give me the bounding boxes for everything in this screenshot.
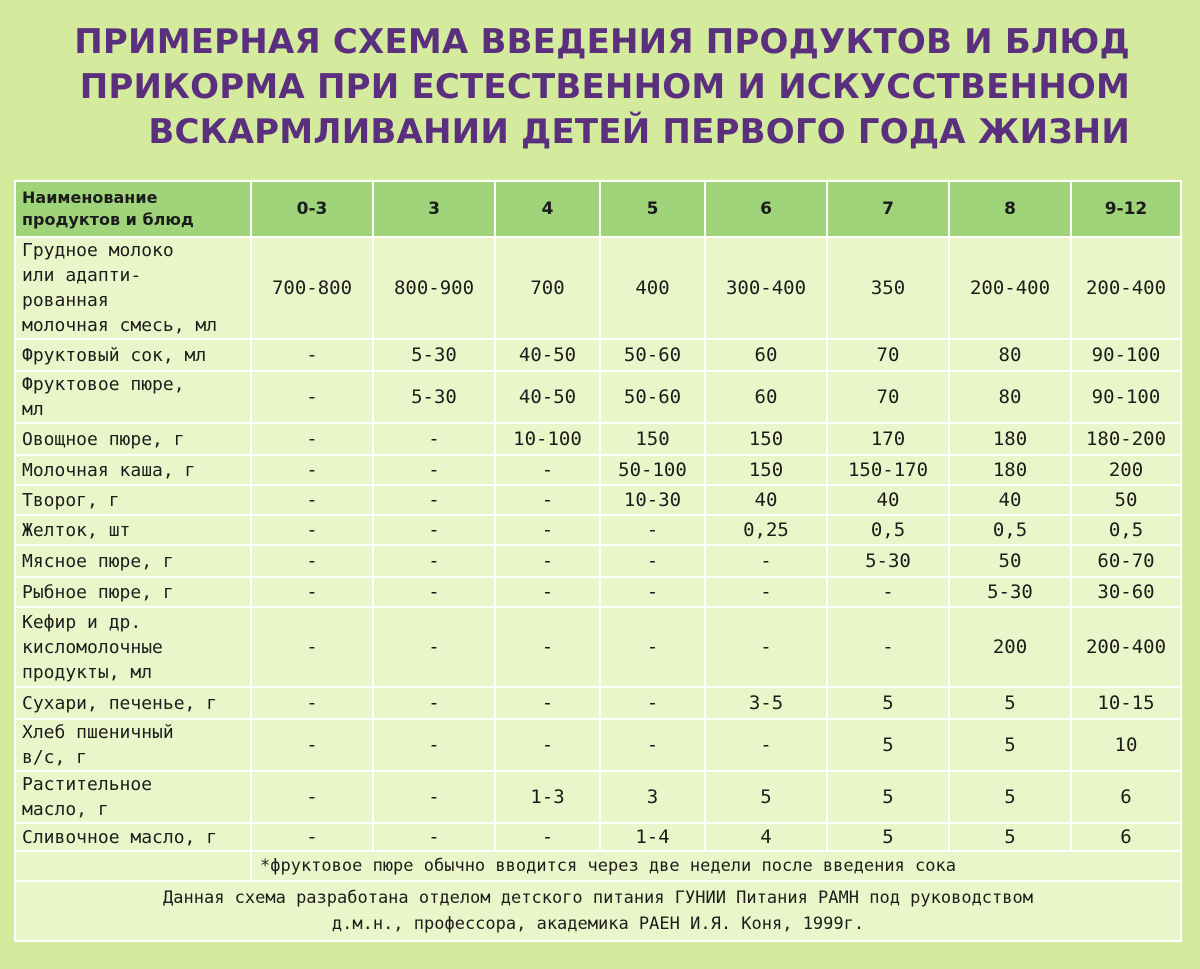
header-age-5: 5 [600,181,705,237]
row-product-name [15,423,251,455]
cell-value: 40-50 [495,371,600,423]
cell-value: 40 [949,485,1071,515]
footnote-row [15,851,1181,881]
table-row [15,545,1181,577]
cell-value: - [373,687,495,719]
row-product-name [15,485,251,515]
cell-value: 5 [827,771,949,823]
credit-line-2: д.м.н., профессора, академика РАЕН И.Я. Коня, 1999г. [331,914,865,934]
table-row [15,823,1181,851]
row-product-name [15,515,251,545]
table-row [15,423,1181,455]
footnote-spacer [15,851,251,881]
cell-value: 6 [1071,771,1181,823]
row-product-name [15,545,251,577]
cell-value: 300-400 [705,237,827,339]
row-product-name [15,237,251,339]
cell-value: - [373,823,495,851]
cell-value: - [251,515,373,545]
cell-value: - [251,423,373,455]
page-title [40,20,1130,155]
cell-value: - [373,607,495,687]
cell-value: 5 [827,687,949,719]
cell-value: 10 [1071,719,1181,771]
cell-value: 5-30 [373,371,495,423]
header-age-7: 7 [827,181,949,237]
cell-value: - [251,719,373,771]
header-product-name [15,181,251,237]
cell-value: 80 [949,371,1071,423]
cell-value: - [495,455,600,485]
cell-value: 50 [949,545,1071,577]
cell-value: - [251,577,373,607]
row-product-name [15,607,251,687]
cell-value: 50-60 [600,371,705,423]
cell-value: 3-5 [705,687,827,719]
title-line-1: ПРИМЕРНАЯ СХЕМА ВВЕДЕНИЯ ПРОДУКТОВ И БЛЮД [74,22,1130,62]
cell-value: - [373,485,495,515]
table-row [15,515,1181,545]
row-product-name-line: Мясное пюре, г [22,550,174,572]
cell-value: 180-200 [1071,423,1181,455]
cell-value: 200 [1071,455,1181,485]
row-product-name-line: или адапти- [22,265,142,286]
row-product-name-line: масло, г [22,799,109,820]
cell-value: - [600,719,705,771]
row-product-name-line: Кефир и др. [22,611,142,633]
cell-value: 5 [827,719,949,771]
cell-value: - [495,687,600,719]
row-product-name [15,339,251,371]
header-age-0-3: 0-3 [251,181,373,237]
row-product-name-line: Сливочное масло, г [22,826,218,848]
title-line-2: ПРИКОРМА ПРИ ЕСТЕСТВЕННОМ И ИСКУССТВЕННОМ [79,67,1130,107]
cell-value: 70 [827,371,949,423]
cell-value: 40 [705,485,827,515]
row-product-name-line: рованная [22,290,109,311]
cell-value: 180 [949,423,1071,455]
row-product-name [15,687,251,719]
row-product-name-line: Овощное пюре, г [22,428,185,450]
header-age-6: 6 [705,181,827,237]
row-product-name [15,455,251,485]
cell-value: - [373,577,495,607]
row-product-name-line: Сухари, печенье, г [22,692,218,714]
cell-value: 0,5 [827,515,949,545]
cell-value: 5 [949,687,1071,719]
row-product-name [15,719,251,771]
cell-value: 70 [827,339,949,371]
cell-value: 5-30 [949,577,1071,607]
cell-value: 150 [600,423,705,455]
cell-value: 1-3 [495,771,600,823]
cell-value: 60 [705,371,827,423]
table-row [15,371,1181,423]
row-product-name-line: Грудное молоко [22,240,174,261]
cell-value: 700 [495,237,600,339]
row-product-name-line: продукты, мл [22,661,153,683]
table-row [15,237,1181,339]
row-product-name [15,577,251,607]
cell-value: - [495,719,600,771]
cell-value: - [705,545,827,577]
cell-value: - [251,485,373,515]
cell-value: - [373,719,495,771]
cell-value: 10-100 [495,423,600,455]
cell-value: 60-70 [1071,545,1181,577]
cell-value: - [251,687,373,719]
credit-line-1: Данная схема разработана отделом детского питания ГУНИИ Питания РАМН под руководством [163,888,1033,908]
cell-value: - [251,607,373,687]
cell-value: - [373,423,495,455]
cell-value: - [600,515,705,545]
cell-value: 10-15 [1071,687,1181,719]
credit [15,881,1181,941]
row-product-name-line: Желток, шт [22,519,131,541]
row-product-name [15,771,251,823]
cell-value: 6 [1071,823,1181,851]
footnote: *фруктовое пюре обычно вводится через две недели после введения сока [251,851,1181,881]
cell-value: 5 [949,771,1071,823]
cell-value: 5-30 [373,339,495,371]
cell-value: 40 [827,485,949,515]
cell-value: 5 [827,823,949,851]
row-product-name-line: кисломолочные [22,636,163,658]
table-header-row [15,181,1181,237]
row-product-name [15,371,251,423]
table-row [15,455,1181,485]
table-row [15,577,1181,607]
row-product-name-line: Творог, г [22,489,120,511]
cell-value: 30-60 [1071,577,1181,607]
row-product-name-line: молочная смесь, мл [22,315,218,336]
row-product-name-line: мл [22,399,44,420]
cell-value: 200-400 [949,237,1071,339]
feeding-schedule-table [14,180,1182,942]
cell-value: - [827,577,949,607]
cell-value: 700-800 [251,237,373,339]
table-row [15,339,1181,371]
cell-value: 40-50 [495,339,600,371]
cell-value: - [495,823,600,851]
cell-value: - [373,545,495,577]
cell-value: - [600,545,705,577]
cell-value: 170 [827,423,949,455]
header-product-name-line-1: Наименование [22,188,158,207]
cell-value: 90-100 [1071,371,1181,423]
cell-value: - [705,607,827,687]
cell-value: 5-30 [827,545,949,577]
cell-value: 10-30 [600,485,705,515]
cell-value: 50 [1071,485,1181,515]
cell-value: 3 [600,771,705,823]
cell-value: 5 [705,771,827,823]
cell-value: - [495,485,600,515]
cell-value: - [600,607,705,687]
header-age-4: 4 [495,181,600,237]
cell-value: 60 [705,339,827,371]
cell-value: 50-100 [600,455,705,485]
cell-value: 150 [705,455,827,485]
title-line-3: ВСКАРМЛИВАНИИ ДЕТЕЙ ПЕРВОГО ГОДА ЖИЗНИ [148,112,1130,152]
row-product-name-line: Рыбное пюре, г [22,581,174,603]
cell-value: - [251,823,373,851]
cell-value: 4 [705,823,827,851]
cell-value: 350 [827,237,949,339]
cell-value: 800-900 [373,237,495,339]
cell-value: 90-100 [1071,339,1181,371]
cell-value: 0,5 [1071,515,1181,545]
cell-value: - [495,577,600,607]
header-age-3: 3 [373,181,495,237]
cell-value: 150 [705,423,827,455]
cell-value: 0,5 [949,515,1071,545]
cell-value: - [705,577,827,607]
cell-value: - [600,687,705,719]
cell-value: 5 [949,823,1071,851]
cell-value: - [600,577,705,607]
row-product-name-line: Молочная каша, г [22,459,196,481]
cell-value: - [495,545,600,577]
header-age-9-12: 9-12 [1071,181,1181,237]
cell-value: - [373,771,495,823]
row-product-name [15,823,251,851]
cell-value: 1-4 [600,823,705,851]
row-product-name-line: в/с, г [22,747,88,768]
table-row [15,771,1181,823]
cell-value: - [373,455,495,485]
cell-value: - [251,771,373,823]
cell-value: - [251,371,373,423]
header-age-8: 8 [949,181,1071,237]
cell-value: - [495,607,600,687]
cell-value: - [251,339,373,371]
table-row [15,687,1181,719]
cell-value: - [705,719,827,771]
cell-value: - [827,607,949,687]
row-product-name-line: Фруктовое пюре, [22,374,185,395]
cell-value: 200-400 [1071,607,1181,687]
cell-value: 200 [949,607,1071,687]
table-row [15,719,1181,771]
cell-value: - [251,545,373,577]
cell-value: 400 [600,237,705,339]
cell-value: 80 [949,339,1071,371]
credit-row [15,881,1181,941]
cell-value: 5 [949,719,1071,771]
cell-value: 200-400 [1071,237,1181,339]
cell-value: 180 [949,455,1071,485]
table-row [15,485,1181,515]
row-product-name-line: Растительное [22,774,153,795]
table-row [15,607,1181,687]
cell-value: - [251,455,373,485]
row-product-name-line: Хлеб пшеничный [22,722,174,743]
row-product-name-line: Фруктовый сок, мл [22,344,207,366]
cell-value: 50-60 [600,339,705,371]
header-product-name-line-2: продуктов и блюд [22,210,194,229]
cell-value: - [495,515,600,545]
cell-value: 150-170 [827,455,949,485]
cell-value: - [373,515,495,545]
cell-value: 0,25 [705,515,827,545]
